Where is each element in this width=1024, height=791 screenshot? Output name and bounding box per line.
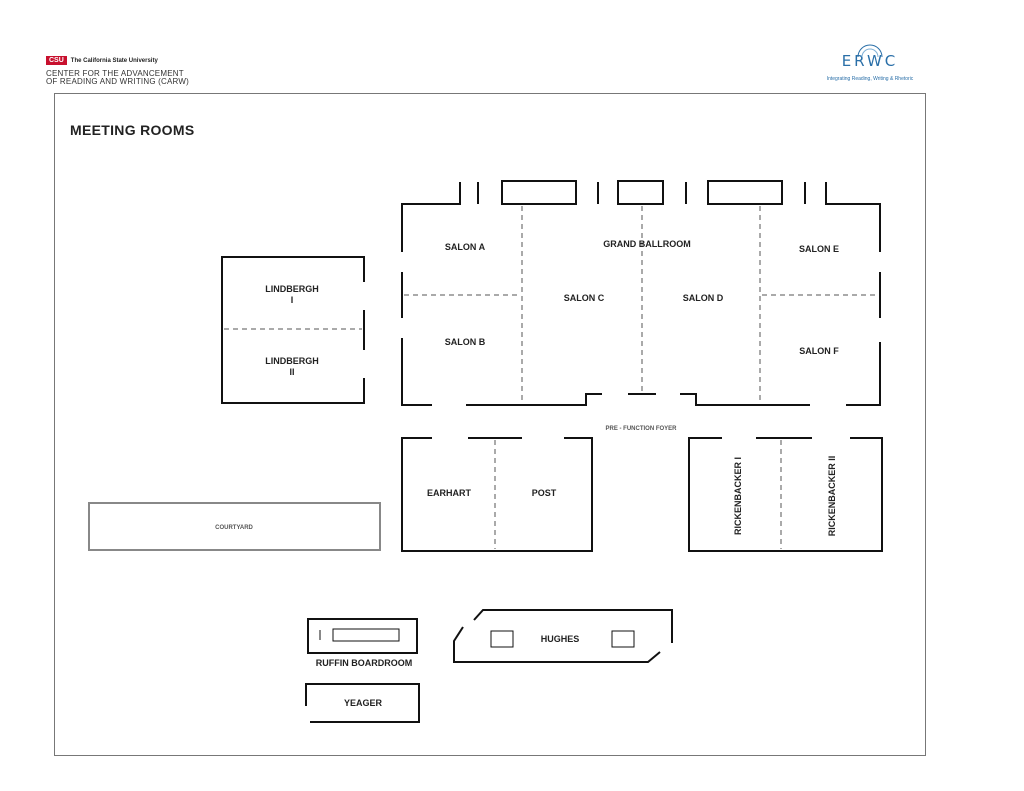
lindbergh-1-label-line2: I (290, 295, 294, 305)
salon-f-label: SALON F (799, 346, 839, 356)
center-name-line1: CENTER FOR THE ADVANCEMENT (46, 69, 184, 78)
yeager-label: YEAGER (343, 698, 383, 708)
rickenbacker-1-label: RICKENBACKER I (733, 456, 743, 536)
salon-d-label: SALON D (682, 293, 724, 303)
pre-function-foyer-label: PRE - FUNCTION FOYER (605, 426, 677, 432)
grand-ballroom-label: GRAND BALLROOM (603, 239, 691, 249)
ballroom-dividers (404, 206, 878, 404)
ballroom-walls (402, 181, 880, 405)
lindbergh-walls (222, 257, 364, 403)
ruffin-boardroom-label: RUFFIN BOARDROOM (315, 658, 413, 668)
lindbergh-2-label-line1: LINDBERGH (265, 356, 319, 366)
csu-name: The California State University (70, 57, 158, 64)
salon-a-label: SALON A (444, 242, 486, 252)
courtyard-label: COURTYARD (215, 525, 253, 531)
post-label: POST (531, 488, 557, 498)
salon-e-label: SALON E (798, 244, 840, 254)
lindbergh-1-label-line1: LINDBERGH (265, 284, 319, 294)
earhart-label: EARHART (427, 488, 471, 498)
lindbergh-2-label-line2: II (289, 367, 295, 377)
salon-b-label: SALON B (444, 337, 486, 347)
salon-c-label: SALON C (563, 293, 605, 303)
page-title: MEETING ROOMS (70, 122, 195, 138)
rickenbacker-2-label: RICKENBACKER II (827, 455, 837, 537)
hughes-label: HUGHES (540, 634, 580, 644)
ruffin-boardroom-walls (308, 619, 417, 653)
rickenbacker-walls (689, 438, 882, 551)
erwc-logo-text: ERWC (841, 52, 899, 70)
center-name-line2: OF READING AND WRITING (CARW) (46, 77, 189, 86)
csu-badge: CSU (46, 56, 67, 65)
erwc-tagline: Integrating Reading, Writing & Rhetoric (826, 76, 914, 82)
